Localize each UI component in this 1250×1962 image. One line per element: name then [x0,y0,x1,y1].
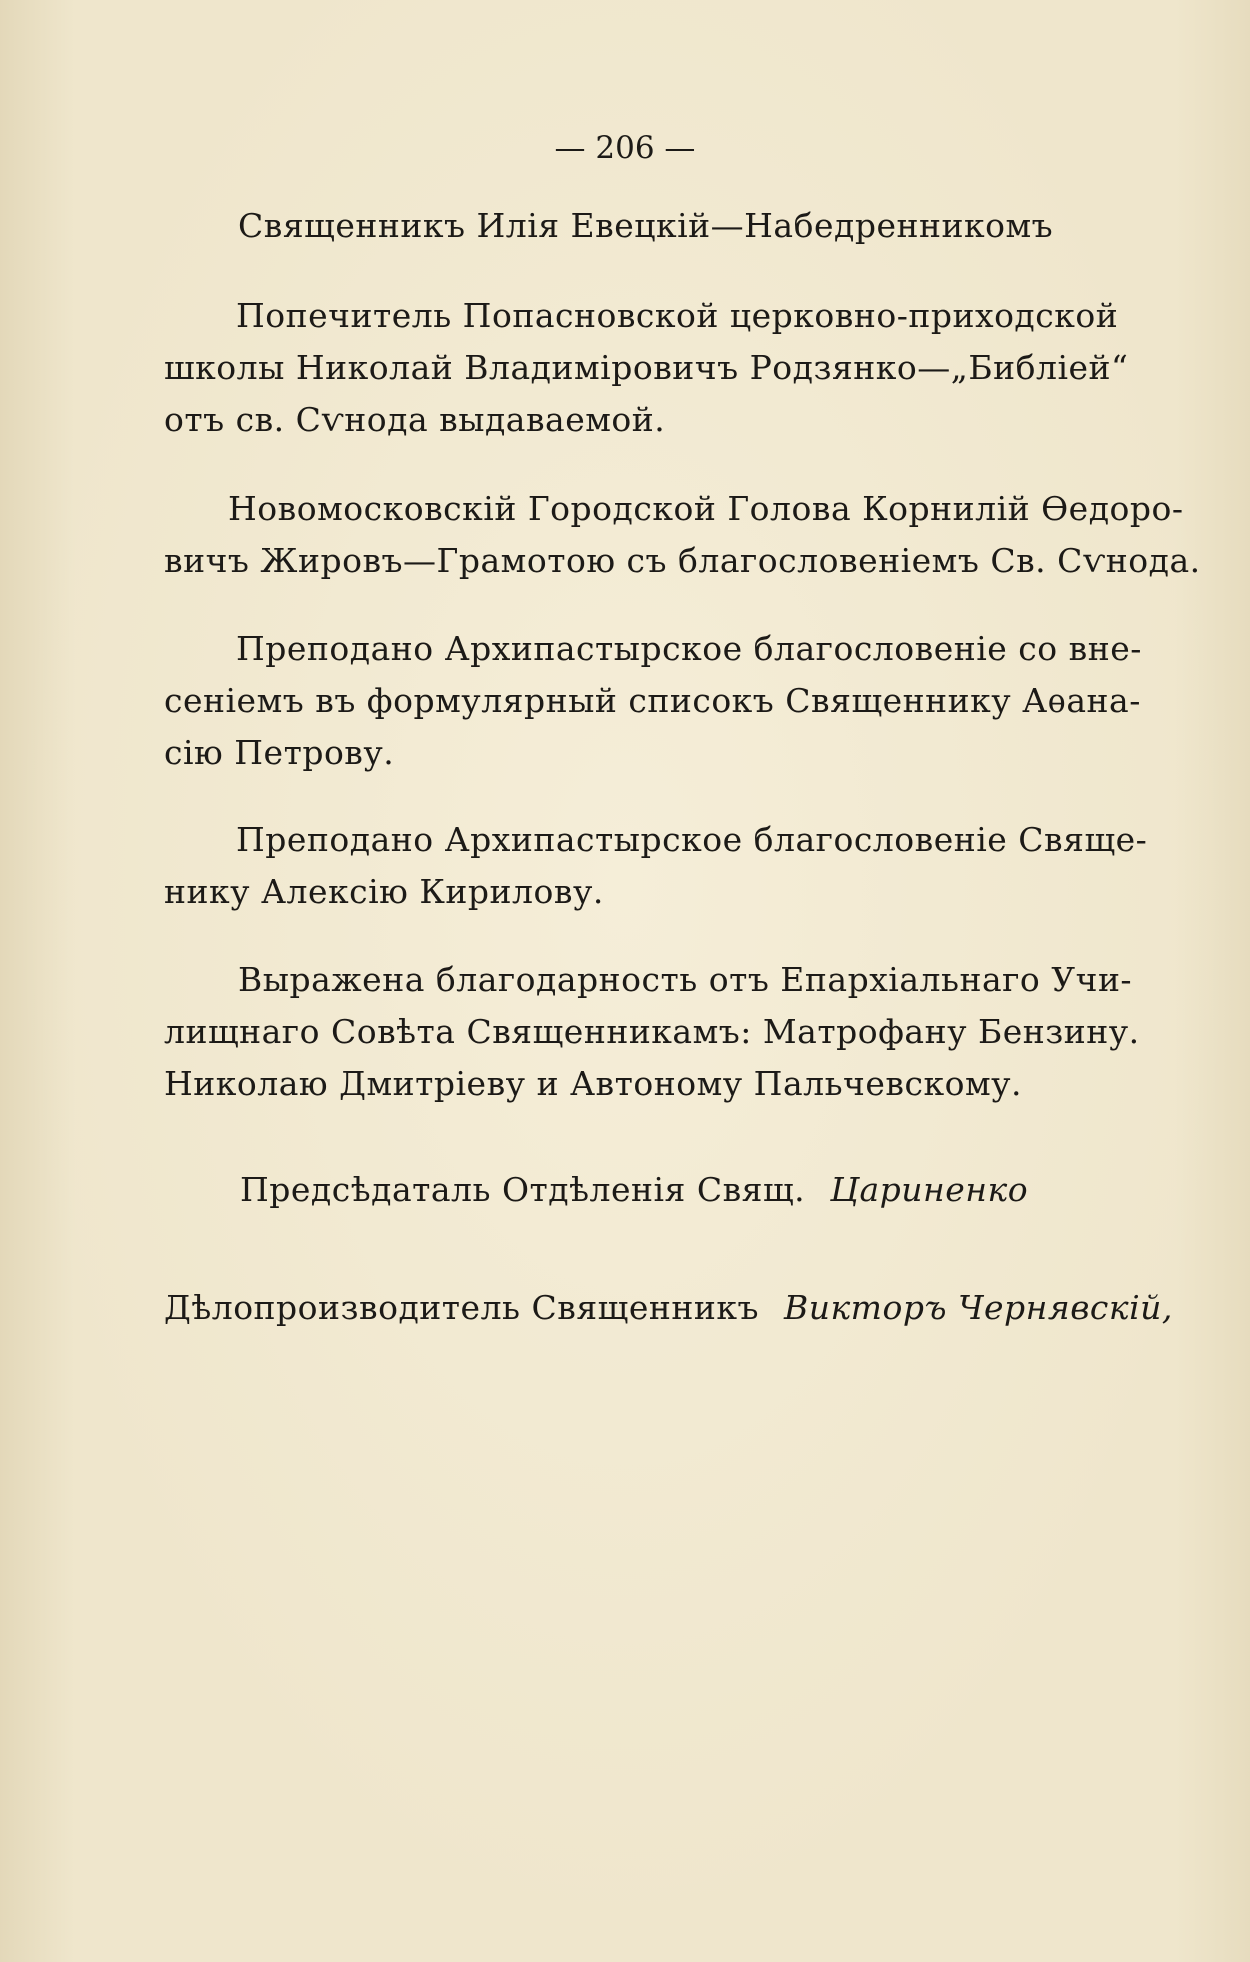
chair-name: Цариненко [830,1170,1029,1209]
clerk-title: Дѣлопроизводитель Священникъ [164,1288,759,1327]
clerk-signature [164,1288,1173,1328]
text-line: Преподано Архипастырское благословеніе со вне- [236,629,1142,668]
text-line: Выражена благодарность отъ Епархіальнаго Учи- [238,960,1133,999]
text-line: вичъ Жировъ—Грамотою съ благословеніемъ Св. Сѵнода. [164,541,1201,580]
clerk-name: Викторъ Чернявскій, [783,1288,1173,1327]
text-line: отъ св. Сѵнода выдаваемой. [164,400,666,439]
chair-signature [240,1170,1028,1210]
text-line: лищнаго Совѣта Священникамъ: Матрофану Бензину. [164,1012,1140,1051]
text-line: сеніемъ въ формулярный списокъ Священнику Аѳана- [164,681,1141,720]
chair-title: Предсѣдаталь Отдѣленія Свящ. [240,1170,806,1209]
text-line: нику Алексію Кирилову. [164,872,604,911]
text-line: Новомосковскій Городской Голова Корнилій Ѳедоро- [228,489,1184,528]
page-number: — 206 — [554,130,696,166]
text-line: Священникъ Илія Евецкій—Набедренникомъ [238,206,1054,245]
text-line: Попечитель Попасновской церковно-приходской [236,296,1119,335]
text-line: Николаю Дмитріеву и Автоному Пальчевскому. [164,1064,1023,1103]
text-line: школы Николай Владиміровичъ Родзянко—„Библіей“ [164,348,1129,387]
text-line: сію Петрову. [164,733,395,772]
text-line: Преподано Архипастырское благословеніе Свяще- [236,820,1148,859]
